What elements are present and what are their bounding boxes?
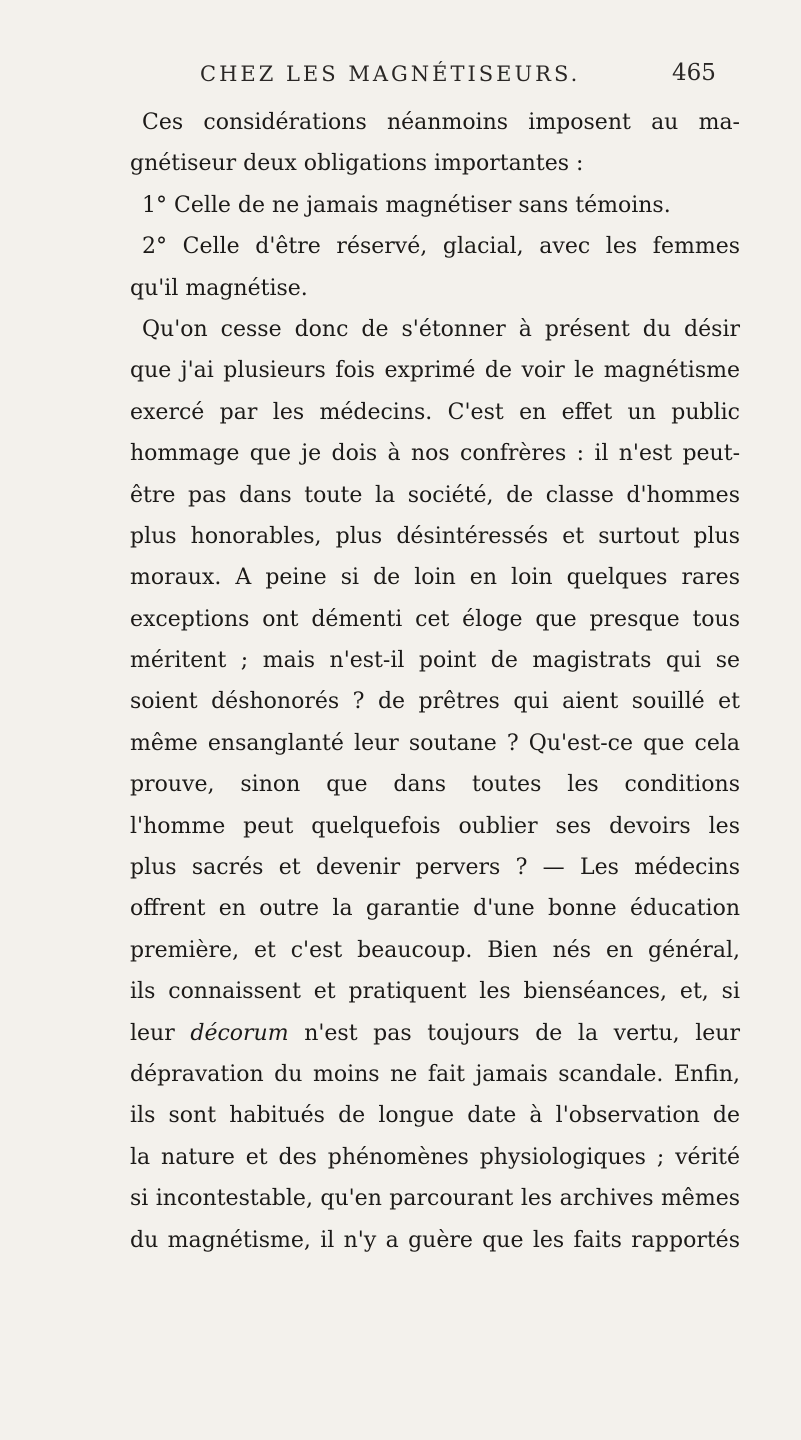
text-line: méritent ; mais n'est-il point de magistrats qui se — [130, 648, 740, 674]
text-line: Qu'on cesse donc de s'étonner à présent du désir — [142, 316, 740, 342]
text-line — [130, 1013, 740, 1054]
text-line: plus sacrés et devenir pervers ? — Les médecins — [130, 855, 740, 881]
text-line: 1° Celle de ne jamais magnétiser sans témoins. — [142, 192, 671, 218]
text-line: exercé par les médecins. C'est en effet un public — [130, 399, 740, 425]
text-line: être pas dans toute la société, de classe d'hommes — [130, 482, 740, 508]
running-title: CHEZ LES MAGNÉTISEURS. — [200, 62, 581, 86]
text-line: Ces considérations néanmoins imposent au ma- — [142, 110, 740, 135]
text-line: ils sont habitués de longue date à l'observation de — [130, 1103, 740, 1129]
text-line: plus honorables, plus désintéressés et surtout plus — [130, 523, 740, 549]
text-line: hommage que je dois à nos confrères : il n'est peut- — [130, 441, 740, 467]
text-line: même ensanglanté leur soutane ? Qu'est-ce que cela — [130, 730, 740, 756]
text-line: ils connaissent et pratiquent les bienséances, et, si — [130, 979, 740, 1005]
text-line: si incontestable, qu'en parcourant les archives mêmes — [130, 1186, 740, 1212]
body-text — [130, 102, 740, 1261]
text-line: moraux. A peine si de loin en loin quelques rares — [130, 565, 740, 591]
text-line: dépravation du moins ne fait jamais scandale. Enfin, — [130, 1061, 740, 1087]
text-line: prouve, sinon que dans toutes les conditions — [130, 772, 740, 798]
text-line: la nature et des phénomènes physiologiques ; vérité — [130, 1144, 740, 1170]
text-line: offrent en outre la garantie d'une bonne éducation — [130, 896, 740, 922]
page-number: 465 — [672, 60, 716, 86]
text-line: gnétiseur deux obligations importantes : — [130, 151, 584, 177]
text-line: qu'il magnétise. — [130, 275, 308, 301]
text-segment: leur — [130, 1020, 191, 1046]
text-line: première, et c'est beaucoup. Bien nés en général, — [130, 937, 740, 963]
text-line: que j'ai plusieurs fois exprimé de voir le magnétisme — [130, 358, 740, 384]
text-line: exceptions ont démenti cet éloge que presque tous — [130, 606, 740, 632]
text-line: l'homme peut quelquefois oublier ses devoirs les — [130, 813, 740, 839]
text-line: du magnétisme, il n'y a guère que les faits rapportés — [130, 1227, 740, 1253]
italic-word: décorum — [190, 1020, 289, 1046]
text-segment: n'est pas toujours de la vertu, leur — [288, 1020, 740, 1046]
text-line: soient déshonorés ? de prêtres qui aient souillé et — [130, 689, 740, 715]
text-line: 2° Celle d'être réservé, glacial, avec les femmes — [142, 234, 740, 260]
